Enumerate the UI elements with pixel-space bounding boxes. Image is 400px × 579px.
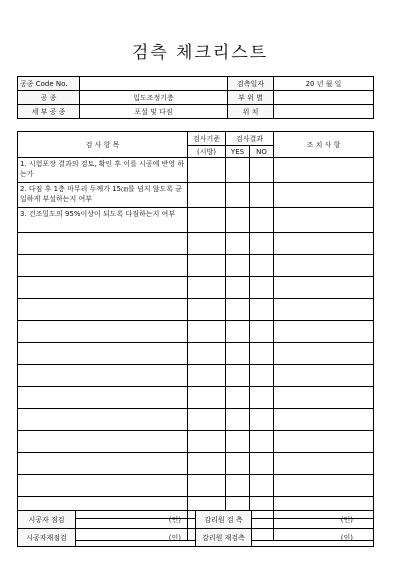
no-cell[interactable] [250,343,274,365]
item-cell [18,255,188,277]
yes-cell[interactable] [226,233,250,255]
checklist-table [17,131,374,541]
action-cell[interactable] [274,255,374,277]
checklist-row [18,233,374,255]
action-cell[interactable] [274,208,374,233]
checklist-row [18,387,374,409]
no-cell[interactable] [250,277,274,299]
action-cell[interactable] [274,343,374,365]
standard-cell[interactable] [188,158,226,183]
checklist-row [18,475,374,497]
yes-cell[interactable] [226,158,250,183]
supervisor-check-label: 감리원 검 측 [196,511,252,529]
supervisor-recheck-seal[interactable]: (인) [252,529,374,547]
supervisor-check-seal[interactable]: (인) [252,511,374,529]
location-value[interactable] [274,105,374,119]
no-cell[interactable] [250,365,274,387]
no-cell[interactable] [250,158,274,183]
action-cell[interactable] [274,431,374,453]
contractor-recheck-seal[interactable]: (인) [76,529,196,547]
checklist-row [18,343,374,365]
checklist-row [18,321,374,343]
supervisor-recheck-label: 감리원 재검측 [196,529,252,547]
no-cell[interactable] [250,453,274,475]
item-cell [18,343,188,365]
checklist-row [18,409,374,431]
standard-cell[interactable] [188,387,226,409]
action-cell[interactable] [274,299,374,321]
no-cell[interactable] [250,299,274,321]
action-cell[interactable] [274,233,374,255]
item-cell [18,453,188,475]
checklist-row [18,299,374,321]
action-cell[interactable] [274,277,374,299]
no-cell[interactable] [250,208,274,233]
yes-cell[interactable] [226,255,250,277]
yes-cell[interactable] [226,343,250,365]
checklist-row [18,183,374,208]
standard-cell[interactable] [188,299,226,321]
yes-cell[interactable] [226,387,250,409]
standard-cell[interactable] [188,431,226,453]
contractor-recheck-label: 시공자재점검 [18,529,76,547]
item-cell [18,431,188,453]
no-header: NO [250,146,274,158]
code-value[interactable] [80,77,228,91]
no-cell[interactable] [250,321,274,343]
action-cell[interactable] [274,387,374,409]
detail-label: 세 부 공 종 [18,105,80,119]
action-cell[interactable] [274,365,374,387]
standard-cell[interactable] [188,183,226,208]
result-header: 검사결과 [226,132,274,146]
checklist-row [18,431,374,453]
yes-cell[interactable] [226,365,250,387]
yes-cell[interactable] [226,409,250,431]
standard-cell[interactable] [188,453,226,475]
action-header: 조 치 사 항 [274,132,374,158]
standard-cell[interactable] [188,233,226,255]
action-cell[interactable] [274,321,374,343]
item-cell [18,387,188,409]
part-label: 부 위 별 [228,91,274,105]
item-cell [18,475,188,497]
yes-header: YES [226,146,250,158]
yes-cell[interactable] [226,183,250,208]
date-value[interactable]: 20 년 월 일 [274,77,374,91]
item-cell: 1. 시험포장 결과의 검토, 확인 후 이를 시공에 반영 하는가 [18,158,188,183]
action-cell[interactable] [274,453,374,475]
no-cell[interactable] [250,255,274,277]
checklist-row [18,277,374,299]
yes-cell[interactable] [226,299,250,321]
action-cell[interactable] [274,183,374,208]
no-cell[interactable] [250,183,274,208]
code-label: 공종 Code No. [18,77,80,91]
no-cell[interactable] [250,409,274,431]
standard-cell[interactable] [188,409,226,431]
item-cell [18,409,188,431]
item-cell [18,233,188,255]
contractor-check-seal[interactable]: (인) [76,511,196,529]
item-cell [18,277,188,299]
checklist-row [18,208,374,233]
part-value[interactable] [274,91,374,105]
checklist-row [18,158,374,183]
standard-cell[interactable] [188,343,226,365]
standard-cell[interactable] [188,208,226,233]
standard-header: 검사기준 [188,132,226,146]
checklist-row [18,365,374,387]
action-cell[interactable] [274,475,374,497]
yes-cell[interactable] [226,321,250,343]
item-cell [18,321,188,343]
checklist-row [18,453,374,475]
yes-cell[interactable] [226,453,250,475]
no-cell[interactable] [250,233,274,255]
no-cell[interactable] [250,387,274,409]
yes-cell[interactable] [226,208,250,233]
date-label: 검측일자 [228,77,274,91]
yes-cell[interactable] [226,475,250,497]
standard-cell[interactable] [188,365,226,387]
page-title: 검측 체크리스트 [131,43,269,63]
standard-cell[interactable] [188,321,226,343]
item-cell [18,299,188,321]
signature-table [17,510,374,547]
item-cell: 3. 건조밀도의 95%이상이 되도록 다짐하는지 여부 [18,208,188,233]
yes-cell[interactable] [226,431,250,453]
action-cell[interactable] [274,158,374,183]
standard-cell[interactable] [188,255,226,277]
checklist-row [18,255,374,277]
no-cell[interactable] [250,431,274,453]
no-cell[interactable] [250,475,274,497]
standard-cell[interactable] [188,277,226,299]
item-cell: 2. 다짐 후 1층 마무리 두께가 15㎝를 넘지 않도록 균일하게 부설하는지 여부 [18,183,188,208]
location-label: 위 치 [228,105,274,119]
item-header: 검 사 항 목 [18,132,188,158]
work-label: 공 종 [18,91,80,105]
action-cell[interactable] [274,409,374,431]
standard-sub: (시방) [188,146,226,158]
standard-cell[interactable] [188,475,226,497]
info-table [17,76,374,119]
detail-value[interactable]: 포설 및 다짐 [80,105,228,119]
item-cell [18,365,188,387]
contractor-check-label: 시공자 점검 [18,511,76,529]
work-value[interactable]: 입도조정기층 [80,91,228,105]
yes-cell[interactable] [226,277,250,299]
